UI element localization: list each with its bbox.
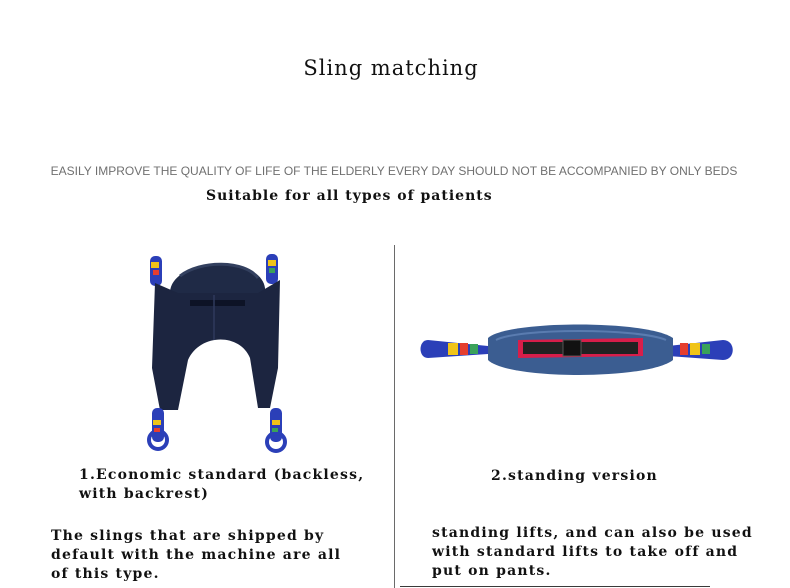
tagline: EASILY IMPROVE THE QUALITY OF LIFE OF THE ELDERLY EVERY DAY SHOULD NOT BE ACCOMPANIED BY ONLY BEDS (50, 164, 738, 178)
subtitle: Suitable for all types of patients (206, 188, 493, 204)
left-desc-line1: The slings that are shipped by (51, 528, 325, 544)
left-caption-line2: with backrest) (79, 486, 210, 502)
column-divider (394, 245, 395, 588)
standing-belt-image (418, 318, 738, 388)
right-caption: 2.standing version (491, 468, 658, 484)
bottom-rule (400, 586, 710, 587)
right-desc-line1: standing lifts, and can also be used (432, 525, 753, 541)
right-desc-line3: put on pants. (432, 563, 552, 579)
right-desc-line2: with standard lifts to take off and (432, 544, 739, 560)
left-desc-line3: of this type. (51, 566, 160, 582)
page-title: Sling matching (303, 56, 479, 80)
left-caption-line1: 1.Economic standard (backless, (79, 467, 365, 483)
full-body-sling-image (130, 248, 300, 458)
left-desc-line2: default with the machine are all (51, 547, 342, 563)
